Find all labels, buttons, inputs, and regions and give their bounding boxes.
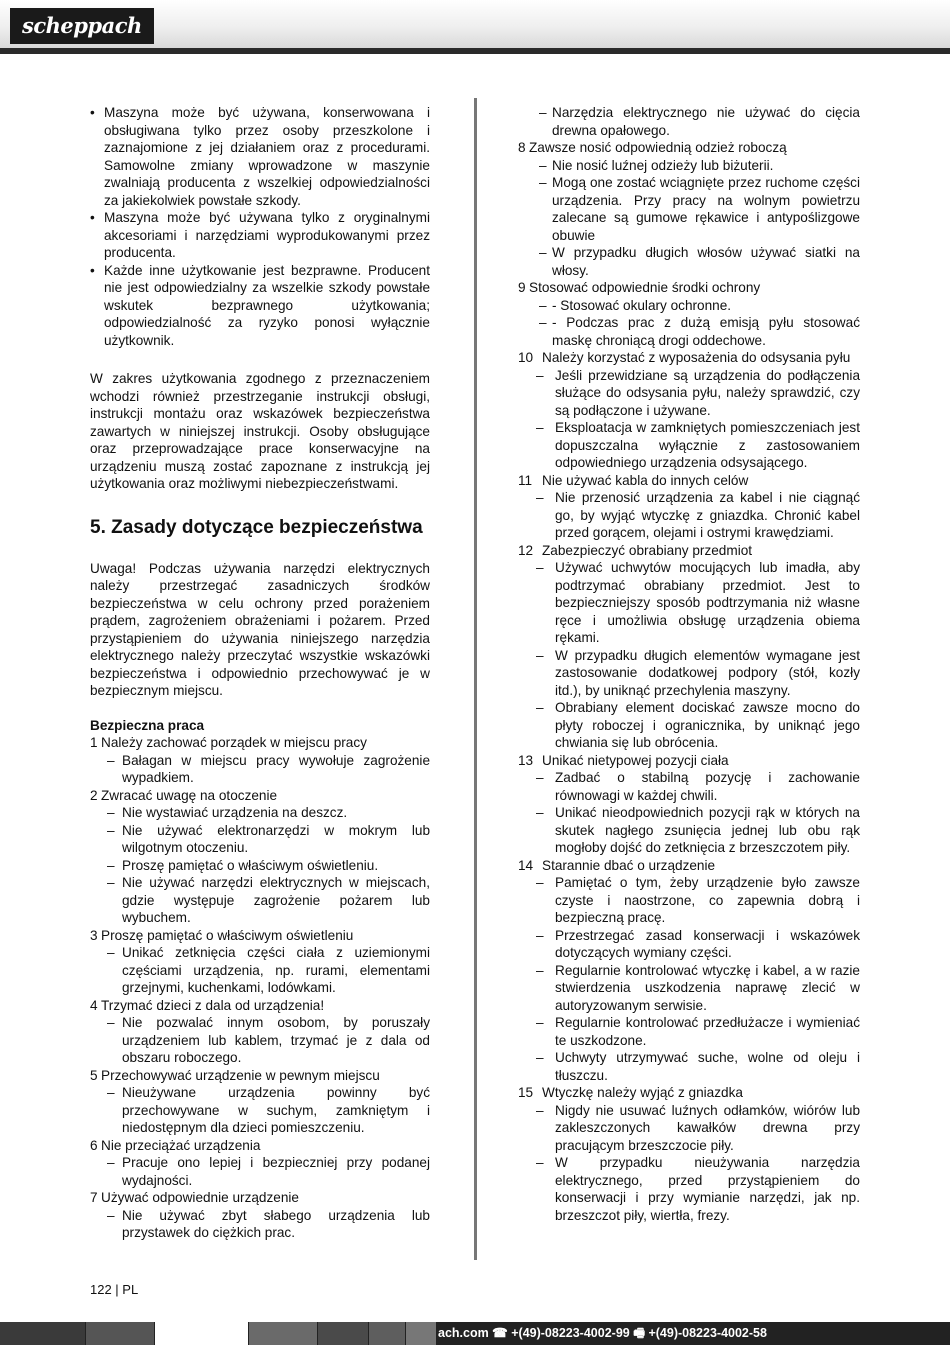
dash-item: – Pracuje ono lepiej i bezpieczniej przy podanej wydajności. [90, 1154, 430, 1189]
dash-item: – Nie nosić luźnej odzieży lub biżuterii. [518, 157, 860, 175]
dash-item: – Pamiętać o tym, żeby urządzenie było zawsze czyste i naostrzone, co zapewnia dobrą i bezpieczną pracę. [518, 874, 860, 927]
dash-item: – Proszę pamiętać o właściwym oświetleniu. [90, 857, 430, 875]
dash-item: – - Podczas prac z dużą emisją pyłu stosować maskę chroniącą drogi oddechowe. [518, 314, 860, 349]
dash-item: – Regularnie kontrolować przedłużacze i wymieniać te uszkodzone. [518, 1014, 860, 1049]
dash-item: – Jeśli przewidziane są urządzenia do podłączenia służące do odsysania pyłu, należy sprawdzić, czy są podłączone i używane. [518, 367, 860, 420]
dash-item: – W przypadku długich elementów wymagane jest zastosowanie dodatkowej podpory (stół, kozły itd.), by uniknąć przechylenia maszyny. [518, 647, 860, 700]
numbered-item-title: 9 Stosować odpowiednie środki ochrony [518, 280, 761, 295]
numbered-item-title: 4 Trzymać dzieci z dala od urządzenia! [90, 997, 325, 1013]
subsection-heading: Bezpieczna praca [90, 717, 205, 733]
page-header [0, 0, 950, 48]
left-column [90, 104, 430, 1242]
section-heading: 5. Zasady dotyczące bezpieczeństwa [90, 516, 423, 538]
dash-item: – Nie pozwalać innym osobom, by poruszały urządzeniem lub kablem, trzymać je z dala od obszaru roboczego. [90, 1014, 430, 1067]
footer-block [249, 1322, 317, 1345]
numbered-item-title: 1 Należy zachować porządek w miejscu pracy [90, 735, 367, 750]
dash-item: – Nie używać elektronarzędzi w mokrym lub wilgotnym otoczeniu. [90, 822, 430, 857]
dash-item: – Uchwyty utrzymywać suche, wolne od oleju i tłuszczu. [518, 1049, 860, 1084]
footer-block [369, 1322, 405, 1345]
scheppach-logo: scheppach [10, 8, 154, 44]
bullet-item: • Maszyna może być używana, konserwowana i obsługiwana tylko przez osoby przeszkolone i zaznajomione z jej działaniem oraz z procedurami. Samowolne zmiany wprowadzone w maszynie zwalniają producenta z wszelkiej odpowiedzialności za jakiekolwiek powstałe szkody. [90, 104, 430, 209]
dash-item: – Regularnie kontrolować wtyczkę i kabel, a w razie stwierdzenia uszkodzenia naprawę zlecić w autoryzowanym serwisie. [518, 962, 860, 1015]
dash-item: – Mogą one zostać wciągnięte przez ruchome części urządzenia. Przy pracy na wolnym powietrzu zalecane są gumowe rękawice i antypoślizgowe obuwie [518, 174, 860, 244]
column-divider [474, 98, 477, 1260]
dash-item: – Nie używać narzędzi elektrycznych w miejscach, gdzie występuje zagrożenie pożarem lub wybuchem. [90, 874, 430, 927]
dash-item: – Nieużywane urządzenia powinny być przechowywane w suchym, zamkniętym i niedostępnym dla dzieci pomieszczeniu. [90, 1084, 430, 1137]
warning-paragraph: Uwaga! Podczas używania narzędzi elektrycznych należy przestrzegać zasadniczych środków bezpieczeństwa w celu ochrony przed porażeniem prądem, zagrożeniem obrażeniami i pożarem. Przed przystąpieniem do używania niniejszego narzędzia elektrycznego należy przeczytać wszystkie wskazówki bezpieczeństwa i odpowiednio przechowywać je w bezpiecznym miejscu. [90, 560, 430, 698]
dash-item: – Nie używać zbyt słabego urządzenia lub przystawek do ciężkich prac. [90, 1207, 430, 1242]
footer-block [318, 1322, 368, 1345]
numbered-item-title: 3 Proszę pamiętać o właściwym oświetleniu [90, 927, 354, 943]
page-number: 122 | PL [90, 1282, 139, 1297]
numbered-item-title: 7 Używać odpowiednie urządzenie [90, 1190, 299, 1205]
dash-item: – Narzędzia elektrycznego nie używać do cięcia drewna opałowego. [518, 104, 860, 139]
intended-use-paragraph: W zakres użytkowania zgodnego z przeznaczeniem wchodzi również przestrzeganie instrukcji obsługi, instrukcji montażu oraz wskazówek bezpieczeństwa zawartych w niniejszej instrukcji. Osoby obsługujące oraz przeprowadzające prace konserwacyjne na urządzeniu muszą zostać zapoznane z instrukcją jej użytkowania oraz możliwymi niebezpieczeństwami. [90, 371, 430, 491]
footer-block [86, 1322, 154, 1345]
dash-item: – Nigdy nie usuwać luźnych odłamków, wiórów lub zakleszczonych kawałków drewna przy pracującym brzeszczocie piły. [518, 1102, 860, 1155]
numbered-item-title: 15 Wtyczkę należy wyjąć z gniazdka [518, 1085, 743, 1100]
footer-contact: ach.com ☎ +(49)-08223-4002-99 🖷 +(49)-08223-4002-58 [438, 1326, 767, 1340]
dash-item: – Eksploatacja w zamkniętych pomieszczeniach jest dopuszczalna wyłącznie z zastosowaniem odpowiedniego urządzenia odsysającego. [518, 419, 860, 472]
dash-item: – Unikać nieodpowiednich pozycji rąk w których na skutek nagłego zsunięcia jednej lub obu rąk mogłoby dojść do zetknięcia z brzeszczotem piły. [518, 804, 860, 857]
dash-item: – Obrabiany element dociskać zawsze mocno do płyty roboczej i ogranicznika, by uniknąć jego chwiania się lub obrócenia. [518, 699, 860, 752]
dash-item: – Używać uchwytów mocujących lub imadła, aby podtrzymać obrabiany przedmiot. Jest to bezpieczniejszy sposób podtrzymania niż własne ręce i umożliwia obsługę urządzenia obiema rękami. [518, 559, 860, 647]
numbered-item-title: 14 Starannie dbać o urządzenie [518, 857, 716, 873]
header-rule [0, 48, 950, 54]
dash-item: – W przypadku długich włosów używać siatki na włosy. [518, 244, 860, 279]
dash-item: – Przestrzegać zasad konserwacji i wskazówek dotyczących wymiany części. [518, 927, 860, 962]
dash-item: – Bałagan w miejscu pracy wywołuje zagrożenie wypadkiem. [90, 752, 430, 787]
bullet-item: • Każde inne użytkowanie jest bezprawne. Producent nie jest odpowiedzialny za wszelkie szkody powstałe wskutek bezprawnego użytkowania; odpowiedzialność za ryzyko ponosi wyłącznie użytkownik. [90, 262, 430, 350]
numbered-item-title: 5 Przechowywać urządzenie w pewnym miejscu [90, 1067, 380, 1083]
numbered-item-title: 13 Unikać nietypowej pozycji ciała [518, 752, 729, 768]
numbered-item-title: 12 Zabezpieczyć obrabiany przedmiot [518, 542, 753, 558]
dash-item: – Zadbać o stabilną pozycję i zachowanie równowagi w każdej chwili. [518, 769, 860, 804]
numbered-item-title: 2 Zwracać uwagę na otoczenie [90, 787, 278, 803]
dash-item: – Unikać zetknięcia części ciała z uziemionymi częściami urządzenia, np. rurami, elementami grzejnymi, kuchenkami, lodówkami. [90, 944, 430, 997]
numbered-item-title: 11 Nie używać kabla do innych celów [518, 472, 749, 488]
numbered-item-title: 6 Nie przeciążać urządzenia [90, 1137, 261, 1153]
footer-block [155, 1322, 248, 1345]
dash-item: – W przypadku nieużywania narzędzia elektrycznego, przed przystąpieniem do konserwacji i przy wymianie narzędzi, jak np. brzeszczot piły, wiertła, frezy. [518, 1154, 860, 1224]
dash-item: – Nie wystawiać urządzenia na deszcz. [90, 804, 430, 822]
bullet-item: • Maszyna może być używana tylko z oryginalnymi akcesoriami i narzędziami wyprodukowanymi przez producenta. [90, 209, 430, 262]
footer-block [406, 1322, 436, 1345]
numbered-item-title: 10 Należy korzystać z wyposażenia do odsysania pyłu [518, 350, 851, 365]
dash-item: – - Stosować okulary ochronne. [518, 297, 860, 315]
page-footer [0, 1322, 950, 1345]
dash-item: – Nie przenosić urządzenia za kabel i nie ciągnąć go, by wyjąć wtyczkę z gniazdka. Chronić kabel przed gorącem, olejami i ostrymi krawędziami. [518, 489, 860, 542]
footer-block [0, 1322, 85, 1345]
numbered-item-title: 8 Zawsze nosić odpowiednią odzież roboczą [518, 140, 787, 155]
right-column [518, 104, 860, 1224]
